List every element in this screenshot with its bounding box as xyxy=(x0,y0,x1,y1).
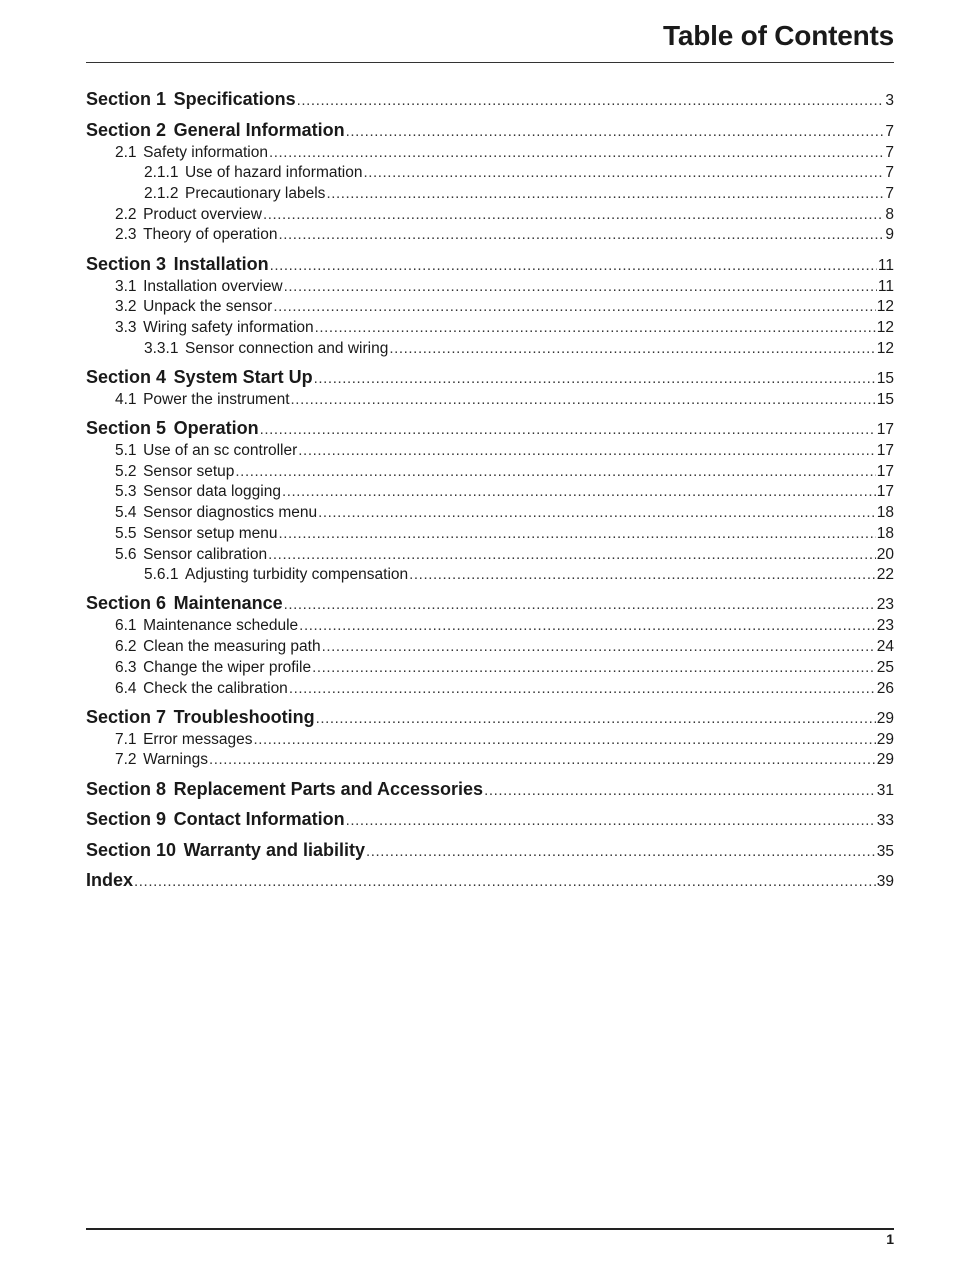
toc-entry-title: Use of an sc controller xyxy=(143,442,298,460)
toc-entry-title: Replacement Parts and Accessories xyxy=(173,778,484,799)
toc-entry-number: Section 8 xyxy=(86,778,167,799)
toc-entry-number: Section 5 xyxy=(86,418,167,439)
toc-subsection-entry[interactable] xyxy=(86,524,894,545)
toc-subsection-entry[interactable] xyxy=(86,225,894,246)
toc-dot-leader xyxy=(322,637,876,658)
toc-entry-title: Operation xyxy=(173,418,259,439)
toc-entry-page-number: 24 xyxy=(876,638,894,656)
toc-entry-title: Contact Information xyxy=(173,809,345,830)
toc-entry-number: 5.1 xyxy=(115,442,137,460)
toc-section-entry[interactable] xyxy=(86,706,894,730)
toc-section-entry[interactable] xyxy=(86,778,894,802)
toc-entry-title: Sensor setup xyxy=(143,462,235,480)
toc-dot-leader xyxy=(282,482,876,503)
toc-entry-title: Use of hazard information xyxy=(184,164,363,182)
toc-dot-leader xyxy=(273,297,875,318)
toc-entry-number: 4.1 xyxy=(115,390,137,408)
toc-entry-page-number: 12 xyxy=(876,339,894,357)
toc-dot-leader xyxy=(315,318,876,339)
toc-entry-page-number: 15 xyxy=(876,369,894,387)
toc-section-entry[interactable] xyxy=(86,366,894,390)
toc-entry-page-number: 35 xyxy=(876,842,894,860)
toc-dot-leader xyxy=(346,121,885,143)
toc-entry-number: 5.5 xyxy=(115,524,137,542)
toc-subsubsection-entry[interactable] xyxy=(86,339,894,360)
toc-subsubsection-entry[interactable] xyxy=(86,184,894,205)
toc-entry-title: Adjusting turbidity compensation xyxy=(184,566,409,584)
toc-section-entry[interactable] xyxy=(86,839,894,863)
toc-entry-number: Section 10 xyxy=(86,839,177,860)
toc-entry-title: Error messages xyxy=(143,730,253,748)
toc-entry-page-number: 23 xyxy=(876,596,894,614)
toc-entry-page-number: 33 xyxy=(876,812,894,830)
toc-dot-leader xyxy=(134,871,876,893)
toc-dot-leader xyxy=(278,225,884,246)
toc-entry-title: Installation xyxy=(173,253,269,274)
toc-subsection-entry[interactable] xyxy=(86,503,894,524)
toc-dot-leader xyxy=(284,594,876,616)
toc-entry-page-number: 17 xyxy=(876,421,894,439)
header-divider xyxy=(86,62,894,63)
toc-subsection-entry[interactable] xyxy=(86,616,894,637)
toc-dot-leader xyxy=(297,90,885,112)
toc-entry-title: Precautionary labels xyxy=(184,184,326,202)
toc-entry-number: 6.1 xyxy=(115,617,137,635)
toc-dot-leader xyxy=(298,441,875,462)
footer-page-number: 1 xyxy=(886,1231,894,1247)
toc-entry-number: 2.1 xyxy=(115,143,137,161)
toc-section-entry[interactable] xyxy=(86,417,894,441)
toc-subsection-entry[interactable] xyxy=(86,318,894,339)
toc-entry-number: Section 2 xyxy=(86,119,167,140)
toc-dot-leader xyxy=(209,750,876,771)
toc-dot-leader xyxy=(269,143,884,164)
toc-dot-leader xyxy=(289,679,876,700)
toc-dot-leader xyxy=(270,255,877,277)
toc-subsection-entry[interactable] xyxy=(86,205,894,226)
toc-section-entry[interactable] xyxy=(86,253,894,277)
toc-subsection-entry[interactable] xyxy=(86,441,894,462)
toc-entry-page-number: 29 xyxy=(876,709,894,727)
toc-dot-leader xyxy=(312,658,876,679)
toc-entry-number: 6.2 xyxy=(115,638,137,656)
toc-subsection-entry[interactable] xyxy=(86,143,894,164)
toc-entry-number: Section 3 xyxy=(86,253,167,274)
toc-dot-leader xyxy=(260,419,876,441)
page-title: Table of Contents xyxy=(663,20,894,51)
toc-entry-title: Wiring safety information xyxy=(143,318,314,336)
toc-entry-title: Maintenance schedule xyxy=(143,617,299,635)
toc-dot-leader xyxy=(484,780,876,802)
toc-subsection-entry[interactable] xyxy=(86,750,894,771)
toc-entry-page-number: 7 xyxy=(885,184,894,202)
toc-entry-number: 7.1 xyxy=(115,730,137,748)
toc-dot-leader xyxy=(363,163,884,184)
table-of-contents xyxy=(86,88,894,893)
toc-entry-page-number: 22 xyxy=(876,566,894,584)
toc-entry-page-number: 11 xyxy=(877,277,894,295)
toc-subsection-entry[interactable] xyxy=(86,545,894,566)
toc-dot-leader xyxy=(263,205,884,226)
toc-entry-title: Index xyxy=(86,870,134,891)
toc-dot-leader xyxy=(366,841,876,863)
toc-entry-title: Safety information xyxy=(143,143,268,161)
toc-entry-page-number: 7 xyxy=(885,122,894,140)
toc-dot-leader xyxy=(235,462,875,483)
toc-entry-page-number: 26 xyxy=(876,679,894,697)
toc-entry-title: Sensor setup menu xyxy=(143,524,278,542)
toc-section-entry[interactable] xyxy=(86,119,894,143)
toc-entry-title: Troubleshooting xyxy=(173,706,315,727)
toc-entry-page-number: 39 xyxy=(876,873,894,891)
toc-dot-leader xyxy=(291,390,876,411)
toc-entry-number: 7.2 xyxy=(115,751,137,769)
toc-dot-leader xyxy=(326,184,884,205)
toc-entry-page-number: 12 xyxy=(876,318,894,336)
toc-dot-leader xyxy=(409,565,876,586)
toc-dot-leader xyxy=(278,524,875,545)
toc-entry-title: Sensor diagnostics menu xyxy=(143,504,318,522)
toc-subsection-entry[interactable] xyxy=(86,462,894,483)
toc-entry-page-number: 3 xyxy=(885,92,894,109)
toc-entry-page-number: 17 xyxy=(876,442,894,460)
toc-entry-title: Installation overview xyxy=(143,277,283,295)
toc-entry-number: 2.1.1 xyxy=(144,164,179,182)
toc-entry-number: 3.2 xyxy=(115,298,137,316)
toc-subsubsection-entry[interactable] xyxy=(86,163,894,184)
toc-entry-page-number: 18 xyxy=(876,504,894,522)
toc-subsection-entry[interactable] xyxy=(86,390,894,411)
toc-entry-number: 2.2 xyxy=(115,205,137,223)
toc-entry-number: 5.2 xyxy=(115,462,137,480)
toc-entry-page-number: 31 xyxy=(876,781,894,799)
toc-entry-title: Sensor data logging xyxy=(143,483,281,501)
toc-entry-page-number: 7 xyxy=(885,143,894,161)
toc-subsection-entry[interactable] xyxy=(86,730,894,751)
toc-entry-page-number: 8 xyxy=(885,205,894,223)
toc-subsection-entry[interactable] xyxy=(86,637,894,658)
toc-entry-title: Power the instrument xyxy=(143,390,290,408)
toc-entry-title: Warranty and liability xyxy=(183,839,365,860)
toc-entry-page-number: 25 xyxy=(876,658,894,676)
toc-subsection-entry[interactable] xyxy=(86,277,894,298)
toc-dot-leader xyxy=(268,545,876,566)
toc-entry-title: Unpack the sensor xyxy=(143,298,273,316)
toc-dot-leader xyxy=(316,708,876,730)
toc-entry-number: 5.4 xyxy=(115,504,137,522)
toc-entry-page-number: 15 xyxy=(876,390,894,408)
toc-dot-leader xyxy=(299,616,876,637)
toc-entry-number: 5.6 xyxy=(115,545,137,563)
toc-entry-number: 5.6.1 xyxy=(144,566,179,584)
toc-entry-title: Product overview xyxy=(143,205,262,223)
toc-dot-leader xyxy=(253,730,875,751)
toc-entry-page-number: 17 xyxy=(876,462,894,480)
toc-entry-page-number: 29 xyxy=(876,751,894,769)
toc-subsection-entry[interactable] xyxy=(86,658,894,679)
toc-subsubsection-entry[interactable] xyxy=(86,565,894,586)
toc-entry-number: Section 7 xyxy=(86,706,167,727)
toc-entry-number: 6.3 xyxy=(115,658,137,676)
toc-entry-title: Change the wiper profile xyxy=(143,658,312,676)
toc-section-entry[interactable] xyxy=(86,88,894,112)
toc-entry-title: Warnings xyxy=(143,751,208,769)
toc-entry-title: Check the calibration xyxy=(143,679,288,697)
toc-section-entry[interactable] xyxy=(86,808,894,832)
toc-entry-title: Maintenance xyxy=(173,593,283,614)
toc-entry-page-number: 7 xyxy=(885,164,894,182)
toc-entry-number: 3.3 xyxy=(115,318,137,336)
toc-subsection-entry[interactable] xyxy=(86,679,894,700)
toc-entry-title: Sensor calibration xyxy=(143,545,268,563)
toc-entry-number: Section 9 xyxy=(86,809,167,830)
toc-entry-number: 2.1.2 xyxy=(144,184,179,202)
toc-entry-title: System Start Up xyxy=(173,366,313,387)
toc-entry-number: Section 1 xyxy=(86,89,167,109)
toc-section-entry[interactable] xyxy=(86,592,894,616)
toc-entry-number: 6.4 xyxy=(115,679,137,697)
toc-entry-number: Section 4 xyxy=(86,366,167,387)
toc-subsection-entry[interactable] xyxy=(86,297,894,318)
toc-entry-title: General Information xyxy=(173,119,345,140)
toc-entry-number: 2.3 xyxy=(115,226,137,244)
toc-entry-title: Clean the measuring path xyxy=(143,638,321,656)
toc-entry-title: Specifications xyxy=(173,89,296,109)
toc-section-entry[interactable] xyxy=(86,869,894,893)
toc-entry-title: Sensor connection and wiring xyxy=(184,339,389,357)
toc-entry-page-number: 29 xyxy=(876,730,894,748)
toc-dot-leader xyxy=(314,368,876,390)
toc-entry-page-number: 9 xyxy=(885,226,894,244)
toc-entry-page-number: 17 xyxy=(876,483,894,501)
toc-dot-leader xyxy=(318,503,876,524)
toc-entry-number: 3.3.1 xyxy=(144,339,179,357)
toc-entry-number: 3.1 xyxy=(115,277,137,295)
toc-dot-leader xyxy=(284,277,877,298)
toc-entry-page-number: 18 xyxy=(876,524,894,542)
toc-dot-leader xyxy=(389,339,875,360)
toc-entry-page-number: 20 xyxy=(876,545,894,563)
toc-entry-page-number: 11 xyxy=(877,256,894,274)
footer-divider xyxy=(86,1228,894,1230)
toc-subsection-entry[interactable] xyxy=(86,482,894,503)
toc-entry-title: Theory of operation xyxy=(143,226,278,244)
toc-entry-page-number: 12 xyxy=(876,298,894,316)
toc-entry-page-number: 23 xyxy=(876,617,894,635)
toc-entry-number: Section 6 xyxy=(86,593,167,614)
toc-dot-leader xyxy=(346,810,876,832)
toc-entry-number: 5.3 xyxy=(115,483,137,501)
